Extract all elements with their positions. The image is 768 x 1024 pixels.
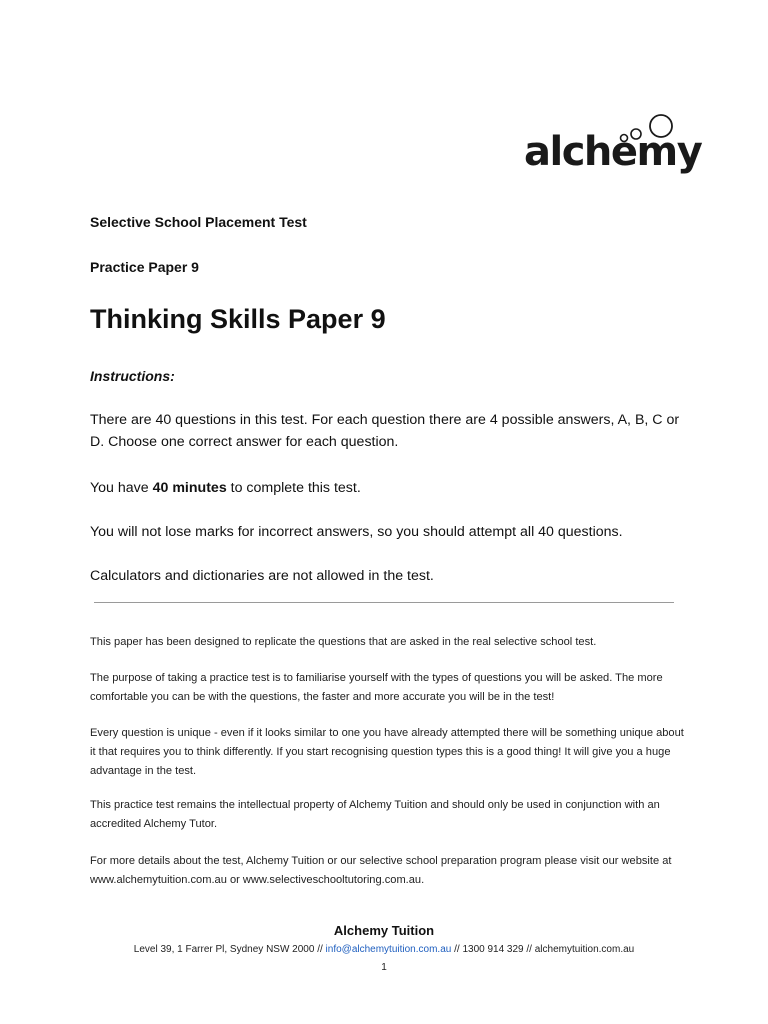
instruction-marks: You will not lose marks for incorrect answers, so you should attempt all 40 questions. bbox=[90, 524, 623, 540]
footer-company: Alchemy Tuition bbox=[333, 923, 435, 938]
note-design: This paper has been designed to replicate the questions that are asked in the real selective school test. bbox=[90, 636, 597, 648]
alchemy-logo bbox=[524, 112, 702, 184]
page-number: 1 bbox=[381, 962, 387, 973]
logo-wordmark: alchemy bbox=[524, 129, 702, 175]
instruction-calculators: Calculators and dictionaries are not allowed in the test. bbox=[90, 568, 434, 584]
note-purpose: The purpose of taking a practice test is to familiarise yourself with the types of questions you will be asked. The more comfortable you can be with the questions, the faster and more accurate you will be in the test! bbox=[90, 672, 663, 703]
instruction-time bbox=[90, 477, 690, 499]
footer-address-prefix: Level 39, 1 Farrer Pl, Sydney NSW 2000 // bbox=[133, 944, 326, 955]
instruction-time-suffix: to complete this test. bbox=[226, 480, 361, 496]
note-copyright: This practice test remains the intellectual property of Alchemy Tuition and should only be used in conjunction with an accredited Alchemy Tutor. bbox=[90, 799, 660, 830]
footer-address-suffix: // 1300 914 329 // alchemytuition.com.au bbox=[451, 944, 635, 955]
test-name: Selective School Placement Test bbox=[90, 214, 307, 230]
divider bbox=[94, 602, 674, 603]
note-more-details: For more details about the test, Alchemy Tuition or our selective school preparation program please visit our website at www.alchemytuition.com.au or www.selectiveschooltutoring.com.au. bbox=[90, 855, 672, 886]
footer-address bbox=[0, 944, 768, 955]
note-unique: Every question is unique - even if it looks similar to one you have already attempted there will be something unique about it that requires you to think differently. If you start recognising question types this is a good thing! It will give you a huge advantage in the test. bbox=[90, 727, 684, 777]
footer-email-link[interactable]: info@alchemytuition.com.au bbox=[325, 944, 452, 955]
instruction-time-prefix: You have bbox=[90, 480, 153, 496]
instruction-questions: There are 40 questions in this test. For each question there are 4 possible answers, A, B, C or D. Choose one correct answer for each question. bbox=[90, 412, 680, 450]
instruction-time-bold: 40 minutes bbox=[152, 480, 227, 496]
instructions-heading: Instructions: bbox=[90, 368, 175, 384]
page-title: Thinking Skills Paper 9 bbox=[90, 304, 386, 334]
paper-label: Practice Paper 9 bbox=[90, 259, 199, 275]
